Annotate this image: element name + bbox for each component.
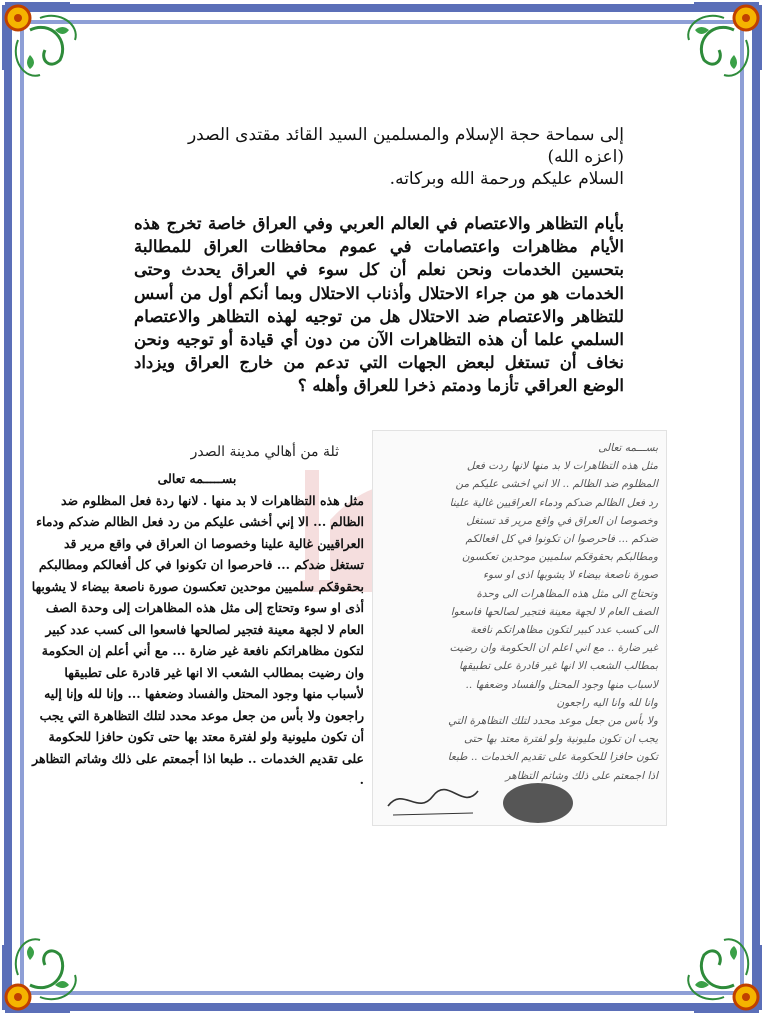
addressee-line: إلى سماحة حجة الإسلام والمسلمين السيد القائد مقتدى الصدر: [187, 125, 624, 145]
reply-text: مثل هذه التظاهرات لا بد منها . لانها ردة فعل المظلوم ضد الظالم ... الا إني أخشى عليكم من رد فعل الظالم ضدكم ودماء العراقيين غالية علينا وخصوصا ان العراق في واقع مرير قد تستغل ضدكم ... فاحرصوا ان تكونوا في كل أفعالكم ومطالبكم بحقوقكم سلميين موحدين تعكسون صورة ناصعة بيضاء لا يشوبها أذى او سوء وتحتاج إلى مثل هذه المظاهرات إلى وحدة الصف العام لا لجهة معينة فتجير لصالحها فاسعوا الى كسب عدد كبير لتكون مظاهراتكم نافعة غير ضارة ... مع أني أعلم إن الحكومة وان رضيت بمطالب الشعب الا انها غير قادرة على تطبيقها لأسباب منها وجود المحتل والفساد وضعفها ... وإنا لله وإنا إليه راجعون ولا بأس من جعل موعد محدد لتلك التظاهرة التي يجب أن تكون مليونية ولو لفترة معتد بها حتى تكون حافزا للحكومة على تقديم الخدمات .. طبعا اذا أجمعتم على ذلك وشاتم التظاهر .: [31, 492, 364, 787]
handwritten-line: لاسباب منها وجود المحتل والفساد وضعفها ..: [465, 678, 658, 691]
handwritten-line: اذا اجمعتم على ذلك وشاتم التظاهر: [505, 769, 658, 782]
handwritten-line: رد فعل الظالم ضدكم ودماء العراقيين غالية علينا: [449, 496, 658, 509]
honorific-line: (اعزه الله): [547, 147, 624, 167]
greeting-line: السلام عليكم ورحمة الله وبركاته.: [389, 169, 624, 189]
handwritten-reply-scan: [372, 430, 667, 826]
handwritten-line: ضدكم ... فاحرصوا ان تكونوا في كل افعالكم: [465, 533, 658, 546]
letter-header: [144, 124, 624, 190]
corner-ornament-bottom-left: [0, 895, 120, 1015]
handwritten-line: صورة ناصعة بيضاء لا يشوبها اذى او سوء: [483, 569, 658, 582]
handwritten-line: غير ضارة .. مع اني اعلم ان الحكومة وان رضيت: [449, 642, 658, 655]
handwritten-line: المظلوم ضد الظالم .. الا اني اخشى عليكم من: [455, 478, 658, 491]
handwritten-line: بمطالب الشعب الا انها غير قادرة على تطبيقها: [459, 660, 658, 673]
handwritten-line: تكون حافزا للحكومة على تقديم الخدمات .. طبعا: [447, 751, 658, 764]
handwritten-text: [381, 439, 658, 782]
handwritten-line: ومطالبكم بحقوقكم سلميين موحدين تعكسون: [461, 551, 658, 564]
corner-ornament-top-right: [644, 0, 764, 120]
handwritten-line: وانا لله وانا اليه راجعون: [556, 696, 658, 709]
handwritten-line: ولا بأس من جعل موعد محدد لتلك التظاهرة التي: [448, 715, 658, 728]
handwritten-line: بســـمه تعالى: [598, 442, 658, 454]
handwritten-line: وخصوصا ان العراق في واقع مرير قد تستغل: [466, 514, 658, 527]
official-seal-icon: [503, 783, 573, 823]
corner-ornament-top-left: [0, 0, 120, 120]
handwritten-line: الى كسب عدد كبير لتكون مظاهراتكم نافعة: [470, 624, 658, 637]
handwritten-signature-icon: [383, 781, 483, 821]
handwritten-line: يجب ان تكون مليونية ولو لفترة معتد بها حتى: [463, 733, 658, 746]
handwritten-line: مثل هذه التظاهرات لا بد منها لانها ردت فعل: [466, 460, 658, 473]
handwritten-line: الصف العام لا لجهة معينة فتجير لصالحها فاسعوا: [450, 605, 658, 618]
basmala: بســـــمه تعالى: [157, 471, 237, 486]
reply-transcription: [30, 468, 364, 791]
letter-body: بأيام التظاهر والاعتصام في العالم العربي وفي العراق خاصة تخرج هذه الأيام مظاهرات واعتصامات في عموم محافظات العراق للمطالبة بتحسين الخدمات ونحن نعلم أن كل سوء في العراق يحدث وحتى الخدمات هو من جراء الاحتلال وأذناب الاحتلال وبما أنكم أول من أسس للتظاهر والاعتصام ضد الاحتلال هل من توجيه لهذه التظاهر والاعتصام السلمي علما أن هذه التظاهرات الآن من دون أي قيادة أو توجيه ونحن نخاف أن تستغل لبعض الجهات التي تدعم من خارج العراق ويزداد الوضع العراقي تأزما ودمتم ذخرا للعراق وأهله ؟: [134, 214, 624, 396]
corner-ornament-bottom-right: [644, 895, 764, 1015]
handwritten-line: وتحتاج الى مثل هذه المظاهرات الى وحدة: [476, 587, 658, 600]
signature-line: ثلة من أهالي مدينة الصدر: [190, 444, 339, 460]
